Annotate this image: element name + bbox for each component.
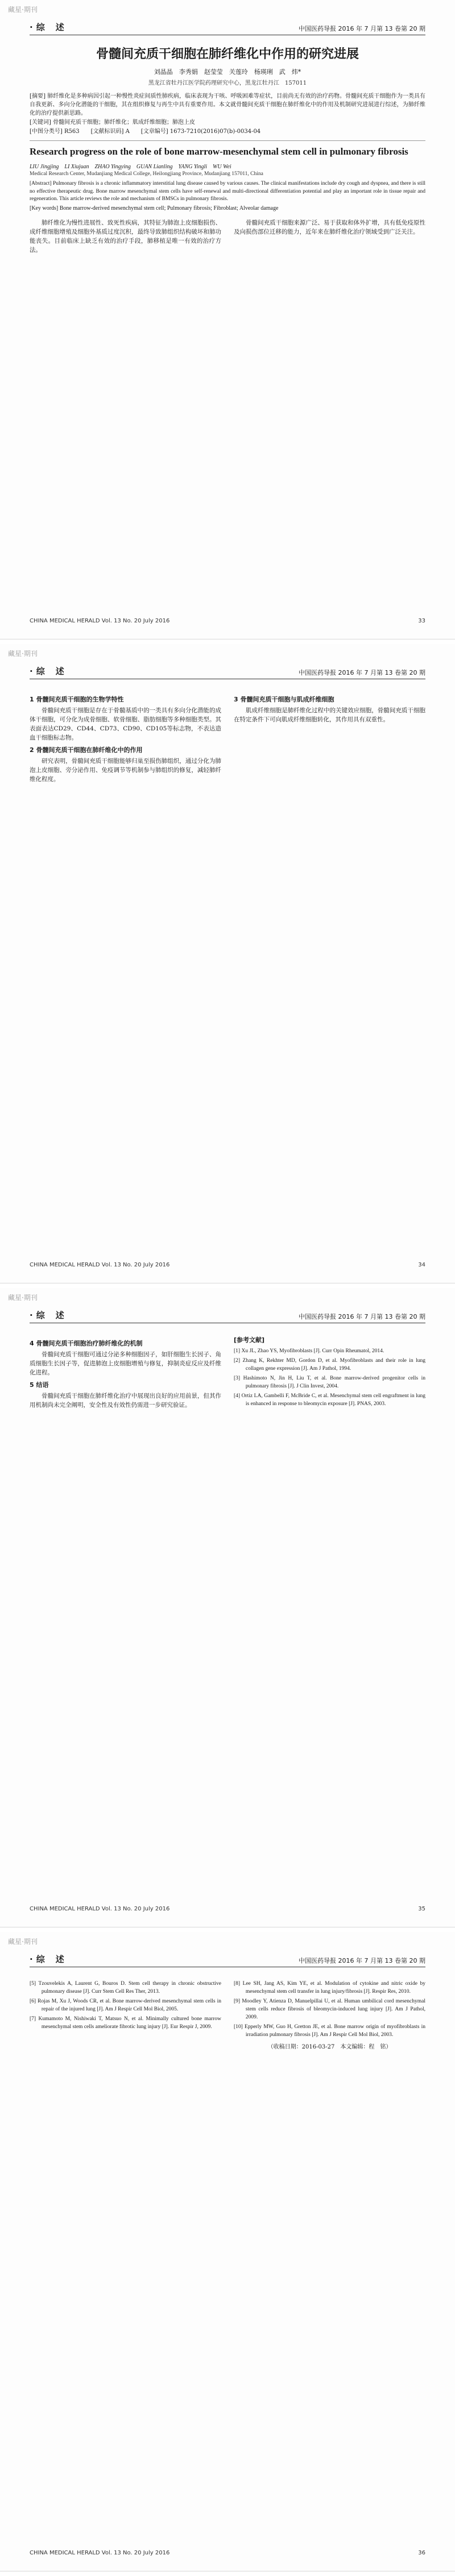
- page-header: [30, 667, 425, 679]
- page-content: [30, 1974, 425, 2537]
- page-header: [30, 23, 425, 35]
- page-number: 34: [418, 1262, 425, 1268]
- body-column-left: [30, 218, 221, 256]
- section-heading: 5 结语: [30, 1381, 49, 1389]
- site-watermark: 藏星·期刊: [8, 1294, 38, 1302]
- body-paragraph: 骨髓间充质干细胞在肺纤维化治疗中展现出良好的应用前景，但其作用机制尚未完全阐明，安全性及有效性仍需进一步研究验证。: [30, 1393, 221, 1409]
- section-label: · 综 述: [30, 1309, 65, 1321]
- section-heading: 2 骨髓间充质干细胞在肺纤维化中的作用: [30, 746, 143, 754]
- reference-item: [5] Tzouvelekis A, Laurent G, Bouros D. Stem cell therapy in chronic obstructive pulmonary disease [J]. Curr Stem Cell Res Ther, 2013.: [30, 1981, 221, 1995]
- body-column-right: [234, 1980, 425, 2051]
- body-column-left: [30, 1980, 221, 2051]
- body-column-left: [30, 1336, 221, 1411]
- references-title: [参考文献]: [234, 1336, 265, 1344]
- page-footer: [30, 2550, 425, 2556]
- references-list: [234, 1980, 425, 2039]
- reference-item: [2] Zhang K, Rekhter MD, Gordon D, et al. Myofibroblasts and their role in lung collagen gene expression [J]. Am J Pathol, 1994.: [234, 1358, 425, 1372]
- page-header: [30, 1955, 425, 1967]
- divider: [30, 140, 425, 141]
- article-title-zh: 骨髓间充质干细胞在肺纤维化中作用的研究进展: [96, 47, 359, 61]
- page-number: 33: [418, 618, 425, 624]
- page-header: [30, 1311, 425, 1323]
- authors-zh: 刘晶晶 李秀娟 赵莹莹 关莲玲 杨瑛琍 武 炜*: [154, 68, 301, 76]
- journal-header: 中国医药导报 2016 年 7 月第 13 卷第 20 期: [299, 1957, 425, 1964]
- page-3: [0, 1288, 455, 1927]
- reference-item: [3] Hashimoto N, Jin H, Liu T, et al. Bone marrow-derived progenitor cells in pulmonary fibrosis [J]. J Clin Invest, 2004.: [234, 1376, 425, 1389]
- reference-item: [10] Epperly MW, Guo H, Gretton JE, et al. Bone marrow origin of myofibroblasts in irradiation pulmonary fibrosis [J]. Am J Respir Cell Mol Biol, 2003.: [234, 2024, 425, 2038]
- site-watermark: 藏星·期刊: [8, 6, 38, 14]
- classification-zh: [中图分类号] R563 [文献标识码] A [文章编号] 1673-7210(2016)07(b)-0034-04: [30, 128, 261, 135]
- body-paragraph: 肺纤维化为慢性进展性、致死性疾病，其特征为肺泡上皮细胞损伤、成纤维细胞增殖及细胞外基质过度沉积，最终导致肺组织结构破坏和肺功能丧失。目前临床上缺乏有效的治疗手段，肺移植是唯一有效的治疗方法。: [30, 219, 221, 254]
- page-1: [0, 0, 455, 639]
- section-heading: 3 骨髓间充质干细胞与肌成纤维细胞: [234, 696, 334, 703]
- page-content: [30, 42, 425, 605]
- body-columns: [30, 1980, 425, 2051]
- body-column-right: [234, 1336, 425, 1411]
- page-number: 35: [418, 1906, 425, 1912]
- page-footer: [30, 618, 425, 624]
- authors-en: LIU Jingjing LI Xiujuan ZHAO Yingying GUAN Lianling YANG Yingli WU Wei: [30, 164, 231, 170]
- abstract-en: [Abstract] Pulmonary fibrosis is a chronic inflammatory interstitial lung disease caused by various causes. The clinical manifestations include dry cough and dyspnea, and there is still no effective therapeutic drug. Bone marrow mesenchymal stem cells have self-renewal and multi-directional differentiation potential and play an important role in tissue repair and regeneration. This article reviews the role and mechanism of BMSCs in pulmonary fibrosis.: [30, 181, 425, 202]
- page-footer: [30, 1262, 425, 1268]
- body-column-left: [30, 692, 221, 785]
- footer-journal: CHINA MEDICAL HERALD Vol. 13 No. 20 July 2016: [30, 1262, 170, 1268]
- article-title-en: Research progress on the role of bone marrow-mesenchymal stem cell in pulmonary fibrosis: [30, 146, 408, 157]
- body-column-right: [234, 692, 425, 785]
- page-number: 36: [418, 2550, 425, 2556]
- reference-item: [9] Moodley Y, Atienza D, Manuelpillai U, et al. Human umbilical cord mesenchymal stem cells reduce fibrosis of bleomycin-induced lung injury [J]. Am J Pathol, 2009.: [234, 1999, 425, 2020]
- body-paragraph: 研究表明，骨髓间充质干细胞能够归巢至损伤肺组织，通过分化为肺泡上皮细胞、旁分泌作用、免疫调节等机制参与肺组织的修复，减轻肺纤维化程度。: [30, 758, 221, 783]
- section-label: · 综 述: [30, 1953, 65, 1965]
- reference-item: [7] Kumamoto M, Nishiwaki T, Matsuo N, et al. Minimally cultured bone marrow mesenchymal stem cells ameliorate fibrotic lung injury [J]. Eur Respir J, 2009.: [30, 2016, 221, 2030]
- affiliation-en: Medical Research Center, Mudanjiang Medical College, Heilongjiang Province, Mudanjiang 157011, China: [30, 171, 263, 177]
- section-heading: 1 骨髓间充质干细胞的生物学特性: [30, 696, 124, 703]
- keywords-en: [Key words] Bone marrow-derived mesenchymal stem cell; Pulmonary fibrosis; Fibroblast; Alveolar damage: [30, 205, 279, 211]
- body-paragraph: 骨髓间充质干细胞来源广泛、易于获取和体外扩增，具有低免疫原性及向损伤部位迁移的能力，近年来在肺纤维化治疗领域受到广泛关注。: [234, 219, 425, 235]
- journal-header: 中国医药导报 2016 年 7 月第 13 卷第 20 期: [299, 669, 425, 676]
- page-content: [30, 1330, 425, 1893]
- reference-item: [8] Lee SH, Jang AS, Kim YE, et al. Modulation of cytokine and nitric oxide by mesenchymal stem cell transfer in lung injury/fibrosis [J]. Respir Res, 2010.: [234, 1981, 425, 1995]
- references-list: [30, 1980, 221, 2031]
- site-watermark: 藏星·期刊: [8, 1938, 38, 1946]
- page-content: [30, 686, 425, 1249]
- references-list: [234, 1347, 425, 1408]
- journal-header: 中国医药导报 2016 年 7 月第 13 卷第 20 期: [299, 25, 425, 32]
- footer-journal: CHINA MEDICAL HERALD Vol. 13 No. 20 July 2016: [30, 1906, 170, 1912]
- keywords-zh: [关键词] 骨髓间充质干细胞；肺纤维化；肌成纤维细胞；肺泡上皮: [30, 119, 195, 126]
- reference-item: [4] Ortiz LA, Gambelli F, McBride C, et al. Mesenchymal stem cell engraftment in lung is enhanced in response to bleomycin exposure [J]. PNAS, 2003.: [234, 1393, 425, 1407]
- body-columns: [30, 218, 425, 256]
- body-columns: [30, 692, 425, 785]
- affiliation-zh: 黑龙江省牡丹江医学院药理研究中心，黑龙江牡丹江 157011: [148, 80, 307, 86]
- section-heading: 4 骨髓间充质干细胞治疗肺纤维化的机制: [30, 1340, 143, 1347]
- page-2: [0, 644, 455, 1283]
- body-columns: [30, 1336, 425, 1411]
- body-paragraph: 肌成纤维细胞是肺纤维化过程中的关键效应细胞，骨髓间充质干细胞在特定条件下可向肌成纤维细胞转化，其作用具有双重性。: [234, 707, 425, 723]
- journal-header: 中国医药导报 2016 年 7 月第 13 卷第 20 期: [299, 1313, 425, 1320]
- body-paragraph: 骨髓间充质干细胞是存在于骨髓基质中的一类具有多向分化潜能的成体干细胞，可分化为成骨细胞、软骨细胞、脂肪细胞等多种细胞类型。其表面表达CD29、CD44、CD73、CD90、CD105等标志物，不表达造血干细胞标志物。: [30, 707, 221, 741]
- body-paragraph: 骨髓间充质干细胞可通过分泌多种细胞因子，如肝细胞生长因子、角质细胞生长因子等，促进肺泡上皮细胞增殖与修复，抑制炎症反应及纤维化进程。: [30, 1351, 221, 1376]
- section-label: · 综 述: [30, 665, 65, 677]
- footer-journal: CHINA MEDICAL HERALD Vol. 13 No. 20 July 2016: [30, 618, 170, 624]
- site-watermark: 藏星·期刊: [8, 650, 38, 658]
- section-label: · 综 述: [30, 21, 65, 33]
- reference-item: [6] Rojas M, Xu J, Woods CR, et al. Bone marrow-derived mesenchymal stem cells in repair of the injured lung [J]. Am J Respir Cell Mol Biol, 2005.: [30, 1999, 221, 2012]
- footer-journal: CHINA MEDICAL HERALD Vol. 13 No. 20 July 2016: [30, 2550, 170, 2556]
- reference-item: [1] Xu JL, Zhao YS, Myofibroblasts [J]. Curr Opin Rheumatol, 2014.: [234, 1348, 384, 1354]
- received-date: （收稿日期：2016-03-27 本文编辑：程 铭）: [267, 2044, 392, 2050]
- body-column-right: [234, 218, 425, 256]
- page-footer: [30, 1906, 425, 1912]
- page-4: [0, 1932, 455, 2571]
- abstract-zh: [摘要] 肺纤维化是多种病因引起一种慢性炎症间质性肺疾病，临床表现为干咳、呼吸困难等症状，目前尚无有效的治疗药物。骨髓间充质干细胞作为一类具有自我更新、多向分化潜能的干细胞，其在组织修复与再生中具有重要作用。本文就骨髓间充质干细胞在肺纤维化中的作用及机制研究进展进行综述，为肺纤维化的治疗提供新思路。: [30, 93, 425, 117]
